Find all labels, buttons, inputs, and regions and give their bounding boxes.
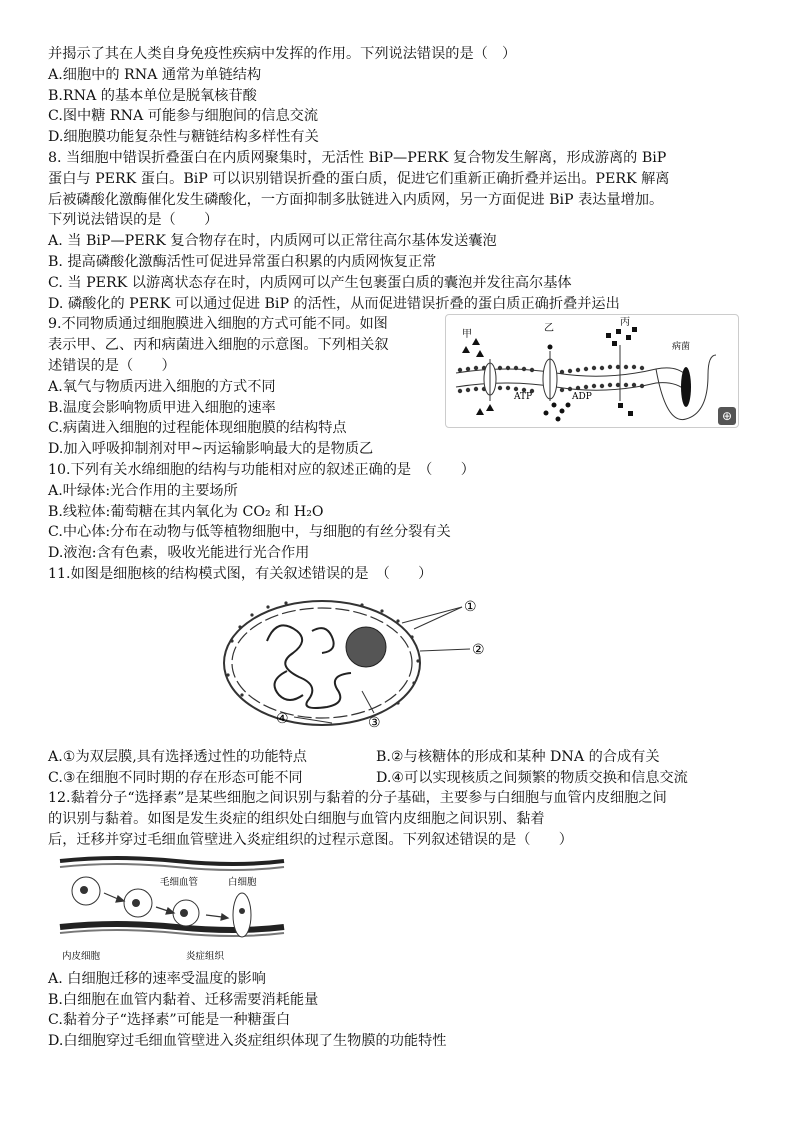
q11-stem: 11.如图是细胞核的结构模式图，有关叙述错误的是 （ ） [48, 565, 433, 582]
vessel-wall-top [60, 858, 284, 864]
label-1: ① [464, 598, 477, 615]
migration-diagram [56, 855, 286, 967]
q12-option-d[interactable]: D.白细胞穿过毛细血管壁进入炎症组织体现了生物膜的功能特性 [48, 1033, 447, 1050]
label-atp: ATP [514, 392, 533, 403]
migration-arrows [104, 893, 228, 920]
q7-option-c[interactable]: C.图中糖 RNA 可能参与细胞间的信息交流 [48, 108, 319, 125]
q12-stem-line: 后，迁移并穿过毛细血管壁进入炎症组织的过程示意图。下列叙述错误的是（ ） [48, 831, 573, 848]
label-4: ④ [276, 710, 289, 727]
q9-stem-line: 9.不同物质通过细胞膜进入细胞的方式可能不同。如图 [48, 316, 388, 333]
exam-page [48, 44, 754, 1052]
question-7 [48, 44, 754, 148]
bacterium-shape [681, 367, 691, 407]
q12-option-b[interactable]: B.白细胞在血管内黏着、迁移需要消耗能量 [48, 991, 319, 1008]
chromatin [267, 625, 351, 708]
q10-stem: 10.下列有关水绵细胞的结构与功能相对应的叙述正确的是 （ ） [48, 461, 475, 478]
label-inflamed: 炎症组织 [186, 950, 225, 962]
label-wbc: 白细胞 [228, 876, 257, 888]
leukocyte-migration-figure [56, 855, 286, 967]
q9-option-d[interactable]: D.加入呼吸抑制剂对甲~丙运输影响最大的是物质乙 [48, 441, 374, 458]
q9-option-a[interactable]: A.氧气与物质丙进入细胞的方式不同 [48, 378, 276, 395]
q7-stem: 并揭示了其在人类自身免疫性疾病中发挥的作用。下列说法错误的是（ ） [48, 46, 517, 62]
question-9 [48, 314, 754, 460]
q8-option-c[interactable]: C. 当 PERK 以游离状态存在时，内质网可以产生包裹蛋白质的囊泡并发往高尔基体 [48, 274, 572, 291]
q9-option-b[interactable]: B.温度会影响物质甲进入细胞的速率 [48, 399, 276, 416]
label-bingjun: 病菌 [672, 342, 691, 353]
label-adp: ADP [572, 392, 592, 403]
q12-stem-line: 12.黏着分子“选择素”是某些细胞之间识别与黏着的分子基础，主要参与白细胞与血管内皮细胞之间 [48, 790, 667, 807]
leukocyte-nuclei [80, 886, 245, 917]
label-capillary: 毛细血管 [160, 876, 199, 888]
question-11 [48, 564, 754, 788]
nucleolus [346, 627, 386, 667]
q9-option-c[interactable]: C.病菌进入细胞的过程能体现细胞膜的结构特点 [48, 420, 347, 437]
zoom-icon[interactable]: ⊕ [718, 407, 736, 425]
q8-option-b[interactable]: B. 提高磷酸化激酶活性可促进异常蛋白积累的内质网恢复正常 [48, 253, 437, 270]
nuclear-envelope-outer [224, 601, 420, 725]
label-bing: 丙 [620, 317, 630, 329]
q9-stem-line: 表示甲、乙、丙和病菌进入细胞的示意图。下列相关叙 [48, 337, 389, 354]
q7-option-d[interactable]: D.细胞膜功能复杂性与糖链结构多样性有关 [48, 129, 319, 146]
q10-option-a[interactable]: A.叶绿体:光合作用的主要场所 [48, 482, 238, 499]
q10-option-c[interactable]: C.中心体:分布在动物与低等植物细胞中，与细胞的有丝分裂有关 [48, 524, 451, 541]
label-3: ③ [368, 714, 381, 731]
q7-option-a[interactable]: A.细胞中的 RNA 通常为单链结构 [48, 66, 262, 83]
nucleus-figure [62, 591, 562, 741]
question-8 [48, 148, 754, 314]
substance-bing-squares [606, 327, 637, 416]
q10-option-b[interactable]: B.线粒体:葡萄糖在其内氧化为 CO₂ 和 H₂O [48, 503, 324, 520]
label-2: ② [472, 641, 485, 658]
nuclear-envelope-inner [232, 608, 412, 718]
membrane-diagram [446, 315, 738, 427]
membrane-transport-figure [445, 314, 739, 428]
q8-option-d[interactable]: D. 磷酸化的 PERK 可以通过促进 BiP 的活性，从而促进错误折叠的蛋白质正确折叠并运出 [48, 295, 620, 312]
q8-stem-line: 8. 当细胞中错误折叠蛋白在内质网聚集时，无活性 BiP—PERK 复合物发生解离，形成游离的 BiP [48, 149, 667, 166]
q12-option-a[interactable]: A. 白细胞迁移的速率受温度的影响 [48, 970, 266, 987]
question-10 [48, 460, 754, 564]
q12-stem-line: 的识别与黏着。如图是发生炎症的组织处白细胞与血管内皮细胞之间识别、黏着 [48, 811, 545, 828]
q12-option-c[interactable]: C.黏着分子“选择素”可能是一种糖蛋白 [48, 1012, 291, 1029]
q8-stem-line: 下列说法错误的是（ ） [48, 212, 219, 229]
label-endothelial: 内皮细胞 [62, 950, 101, 962]
q8-stem-line: 后被磷酸化激酶催化发生磷酸化，一方面抑制多肽链进入内质网，另一方面促进 BiP 表达量增加。 [48, 191, 664, 208]
q8-stem-line: 蛋白与 PERK 蛋白。BiP 可以识别错误折叠的蛋白质，促进它们重新正确折叠并运出。PERK 解离 [48, 170, 670, 187]
label-jia: 甲 [462, 329, 472, 341]
leader-lines [294, 607, 470, 723]
q10-option-d[interactable]: D.液泡:含有色素，吸收光能进行光合作用 [48, 545, 310, 562]
q9-stem-line: 述错误的是（ ） [48, 357, 176, 374]
q11-option-a[interactable]: A.①为双层膜,具有选择透过性的功能特点 [48, 748, 307, 765]
q11-option-c[interactable]: C.③在细胞不同时期的存在形态可能不同 [48, 769, 303, 786]
q11-option-b[interactable]: B.②与核糖体的形成和某种 DNA 的合成有关 [376, 748, 660, 765]
question-12 [48, 788, 754, 1052]
q11-option-d[interactable]: D.④可以实现核质之间频繁的物质交换和信息交流 [376, 769, 688, 786]
q8-option-a[interactable]: A. 当 BiP—PERK 复合物存在时，内质网可以正常往高尔基体发送囊泡 [48, 233, 497, 250]
label-yi: 乙 [544, 323, 554, 335]
nucleus-diagram [62, 591, 562, 741]
q7-option-b[interactable]: B.RNA 的基本单位是脱氧核苷酸 [48, 87, 257, 104]
